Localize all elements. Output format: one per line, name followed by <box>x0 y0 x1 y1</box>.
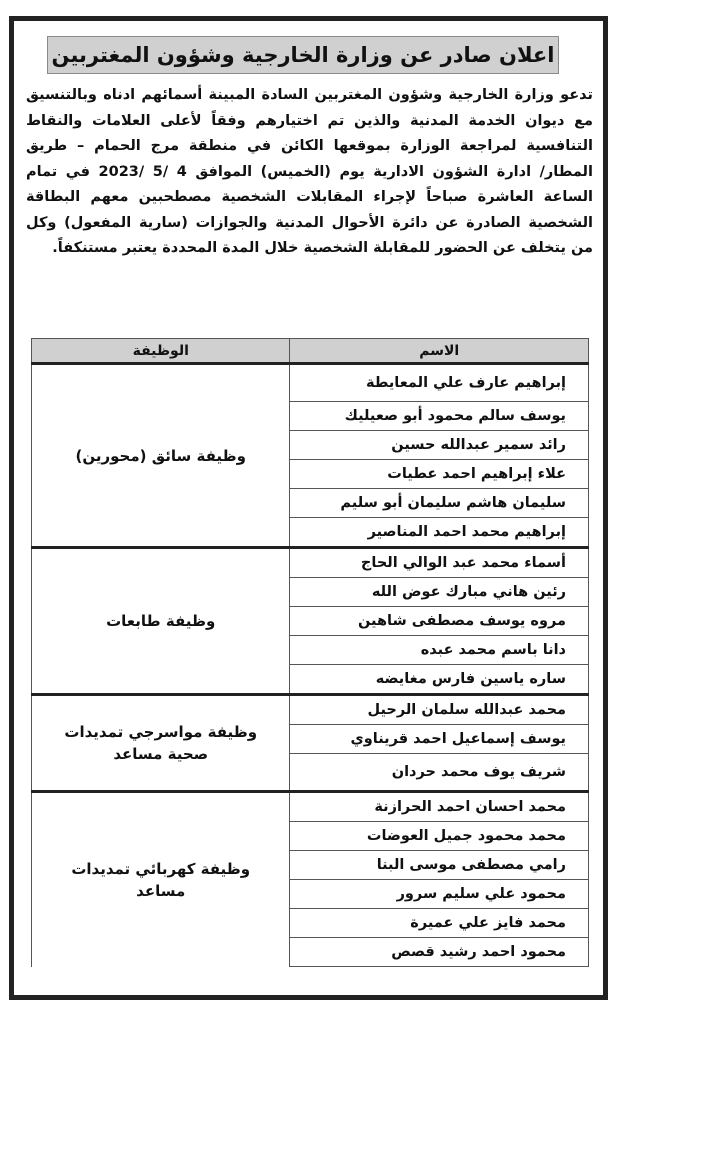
candidate-name: مروه يوسف مصطفى شاهين <box>290 607 589 636</box>
table-row <box>32 792 589 822</box>
candidate-name: دانا باسم محمد عبده <box>290 636 589 665</box>
job-title: وظيفة مواسرجي تمديدات صحية مساعد <box>32 695 290 792</box>
candidate-name: محمود احمد رشيد قصص <box>290 938 589 967</box>
candidates-table-body <box>32 364 589 967</box>
table-row <box>32 364 589 402</box>
announcement-title-box <box>47 36 559 74</box>
table-row <box>32 548 589 578</box>
candidate-name: رئين هاني مبارك عوض الله <box>290 578 589 607</box>
announcement-title: اعلان صادر عن وزارة الخارجية وشؤون المغتربين <box>51 43 555 67</box>
candidate-name: محمد عبدالله سلمان الرحيل <box>290 695 589 725</box>
candidate-name: ساره ياسين فارس مغايضه <box>290 665 589 695</box>
candidate-name: يوسف إسماعيل احمد قريناوي <box>290 725 589 754</box>
job-title: وظيفة كهربائي تمديدات مساعد <box>32 792 290 967</box>
candidate-name: رائد سمير عبدالله حسين <box>290 431 589 460</box>
candidate-name: شريف يوف محمد حردان <box>290 754 589 792</box>
table-header-row <box>32 339 589 364</box>
candidate-name: محمود علي سليم سرور <box>290 880 589 909</box>
candidate-name: رامي مصطفى موسى البنا <box>290 851 589 880</box>
candidate-name: إبراهيم عارف علي المعايطة <box>290 364 589 402</box>
candidate-name: محمد محمود جميل العوضات <box>290 822 589 851</box>
table-row <box>32 695 589 725</box>
job-column-header: الوظيفة <box>32 339 290 364</box>
candidate-name: سليمان هاشم سليمان أبو سليم <box>290 489 589 518</box>
candidate-name: أسماء محمد عبد الوالي الحاج <box>290 548 589 578</box>
job-title: وظيفة سائق (محورين) <box>32 364 290 548</box>
candidate-name: علاء إبراهيم احمد عطيات <box>290 460 589 489</box>
candidate-name: يوسف سالم محمود أبو صعيليك <box>290 402 589 431</box>
candidates-table <box>31 338 589 967</box>
candidate-name: محمد احسان احمد الحرازنة <box>290 792 589 822</box>
candidate-name: إبراهيم محمد احمد المناصير <box>290 518 589 548</box>
candidate-name: محمد فايز علي عميرة <box>290 909 589 938</box>
job-title: وظيفة طابعات <box>32 548 290 695</box>
name-column-header: الاسم <box>290 339 589 364</box>
announcement-body: تدعو وزارة الخارجية وشؤون المغتربين السادة المبينة أسمائهم ادناه وبالتنسيق مع ديوان الخدمة المدنية والذين تم اختيارهم وفقاً لأعلى العلامات والنقاط التنافسية لمراجعة الوزارة بموقعها الكائن في منطقة مرج الحمام – طريق المطار/ ادارة الشؤون الادارية يوم (الخميس) الموافق 4 /5 /2023 في تمام الساعة العاشرة صباحاً لإجراء المقابلات الشخصية مصطحبين معهم البطاقة الشخصية الصادرة عن دائرة الأحوال المدنية والجوازات (سارية المفعول) وكل من يتخلف عن الحضور للمقابلة الشخصية خلال المدة المحددة يعتبر مستنكفاً. <box>26 87 593 256</box>
